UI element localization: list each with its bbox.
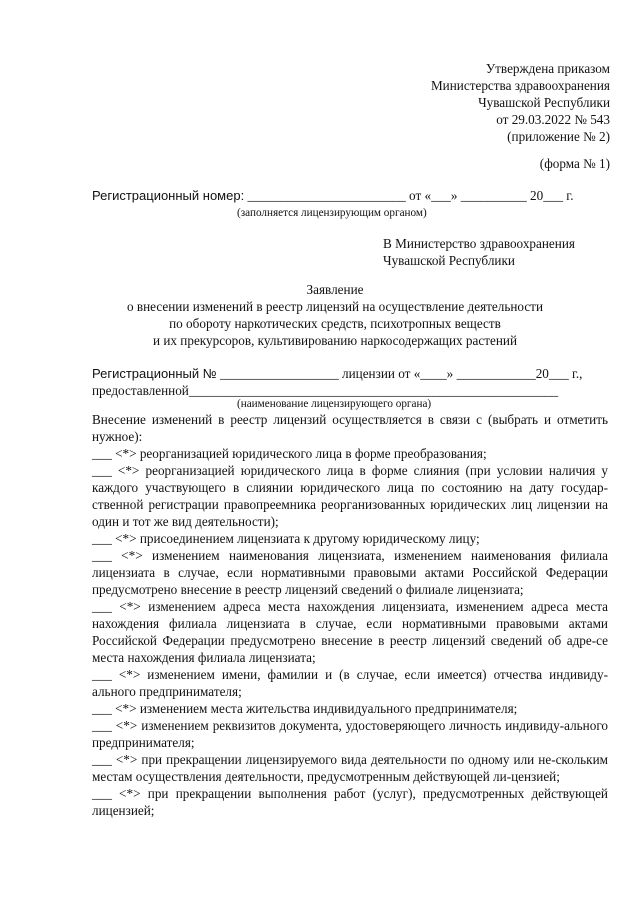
license-number-label: Регистрационный № — [92, 366, 217, 381]
document-title — [92, 281, 578, 349]
addressee-line: Чувашской Республики — [383, 253, 515, 268]
body-paragraph: ___ <*> изменением реквизитов документа, удостоверяющего личность индивиду-ального предпринимателя; — [92, 718, 608, 750]
registration-number-blank: ________________________ от «___» __________ 20___ г. — [244, 188, 574, 203]
approval-line: Утверждена приказом — [485, 61, 610, 76]
addressee-line: В Министерство здравоохранения — [383, 236, 575, 251]
body-paragraph: ___ <*> присоединением лицензиата к другому юридическому лицу; — [92, 531, 480, 546]
addressee-block — [383, 235, 575, 269]
body-paragraph: ___ <*> изменением адреса места нахождения лицензиата, изменением адреса места нахождения филиала лицензиата в случае, если нормативными правовыми актами Российской Федерации предусмотрено внесение в реестр лицензий сведений об адре-се места нахождения филиала лицензиата; — [92, 599, 608, 665]
title-line: Заявление — [306, 282, 364, 297]
license-number-line — [92, 365, 582, 382]
license-number-blank: __________________ лицензии от «____» ____________20___ г., — [216, 366, 583, 381]
registration-number-label: Регистрационный номер: — [92, 188, 245, 203]
body-paragraph: ___ <*> изменением имени, фамилии и (в случае, если имеется) отчества индивиду-ального предпринимателя; — [92, 667, 608, 699]
body-paragraph: ___ <*> реорганизацией юридического лица в форме слияния (при условии наличия у каждого участвующего в слиянии юридического лица по состоянию на дату государ-ственной регистрации правопреемника реорганизованных юридических лиц лицензии на один и тот же вид деятельности); — [92, 463, 608, 529]
approval-line: от 29.03.2022 № 543 — [496, 112, 610, 127]
title-line: и их прекурсоров, культивированию наркосодержащих растений — [153, 333, 517, 348]
body-paragraph: ___ <*> реорганизацией юридического лица в форме преобразования; — [92, 446, 487, 461]
body-paragraph: Внесение изменений в реестр лицензий осуществляется в связи с (выбрать и отметить нужное): — [92, 412, 608, 444]
approval-line: (приложение № 2) — [507, 129, 610, 144]
registration-number-line — [92, 188, 574, 204]
body-paragraph: ___ <*> при прекращении лицензируемого вида деятельности по одному или не-скольким местам осуществления деятельности, предусмотренным действующей ли-цензией; — [92, 752, 608, 784]
document-body — [92, 411, 608, 819]
title-line: по обороту наркотических средств, психотропных веществ — [169, 316, 501, 331]
title-line: о внесении изменений в реестр лицензий на осуществление деятельности — [127, 299, 543, 314]
license-issued-by-line: предоставленной________________________________________________________ — [92, 383, 559, 398]
approval-block — [431, 60, 610, 145]
registration-note: (заполняется лицензирующим органом) — [237, 207, 427, 219]
approval-line: Чувашской Республики — [478, 95, 610, 110]
licensing-body-note: (наименование лицензирующего органа) — [237, 398, 432, 410]
body-paragraph: ___ <*> при прекращении выполнения работ (услуг), предусмотренных действующей лицензией; — [92, 786, 608, 818]
body-paragraph: ___ <*> изменением места жительства индивидуального предпринимателя; — [92, 701, 518, 716]
form-number: (форма № 1) — [539, 156, 610, 171]
approval-line: Министерства здравоохранения — [430, 78, 610, 93]
body-paragraph: ___ <*> изменением наименования лицензиата, изменением наименования филиала лицензиата в случае, если нормативными правовыми актами Российской Федерации предусмотрено внесение в реестр лицензий сведений о филиале лицензиата; — [92, 548, 608, 597]
